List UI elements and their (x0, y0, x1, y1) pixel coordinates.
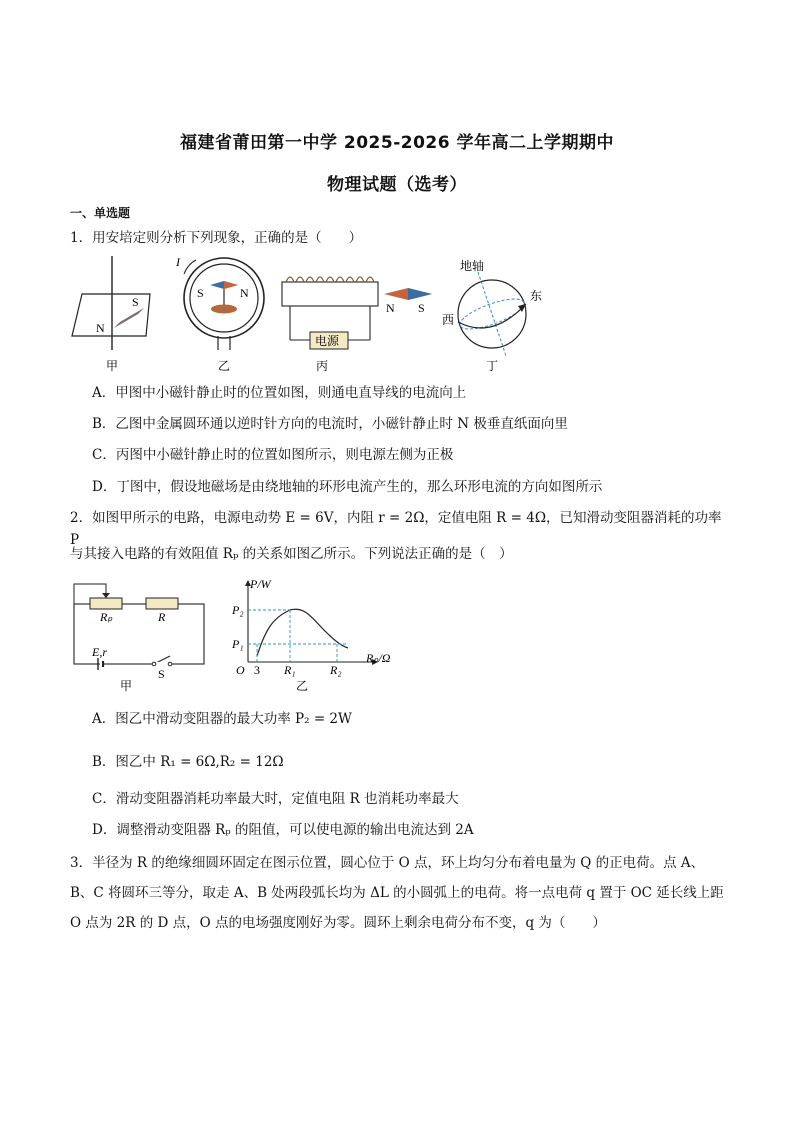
yi-n-label: N (240, 286, 249, 300)
figure-jia (72, 256, 150, 373)
x-tick-r2: R₂ (330, 663, 342, 677)
bing-caption: 丙 (316, 359, 329, 373)
q1-option-c: C．丙图中小磁针静止时的位置如图所示，则电源左侧为正极 (92, 447, 454, 463)
q2-option-d: D．调整滑动变阻器 Rₚ 的阻值，可以使电源的输出电流达到 2A (92, 822, 474, 838)
battery-gap (100, 662, 102, 666)
q1-option-d: D．丁图中，假设地磁场是由绕地轴的环形电流产生的，那么环形电流的方向如图所示 (92, 479, 603, 495)
east-label: 东 (530, 289, 543, 303)
bing-n-label: N (386, 301, 395, 315)
question-3-line1: 3．半径为 R 的绝缘细圆环固定在图示位置，圆心位于 O 点，环上均匀分布着电量为 Q 的正电荷。点 A、 (70, 855, 705, 871)
yi-caption: 乙 (218, 359, 231, 373)
r-label: R (158, 610, 166, 624)
jia-caption: 甲 (106, 359, 119, 373)
q1-option-a: A．甲图中小磁针静止时的位置如图，则通电直导线的电流向上 (92, 385, 467, 401)
bing-needle-blue (408, 288, 432, 300)
question-3-line2: B、C 将圆环三等分，取走 A、B 处两段弧长均为 ΔL 的小圆弧上的电荷。将一点电荷 q 置于 OC 延长线上距 (70, 885, 724, 901)
q2-option-a: A．图乙中滑动变阻器的最大功率 P₂ = 2W (92, 711, 352, 727)
source-label: E,r (92, 645, 107, 659)
question-2-stem-line2: 与其接入电路的有效阻值 Rₚ 的关系如图乙所示。下列说法正确的是（ ） (70, 546, 513, 562)
graph-caption: 乙 (296, 679, 309, 693)
y-axis-label: P/W (250, 577, 271, 591)
y-tick-p1: P₁ (232, 637, 244, 651)
circuit-jia (74, 584, 204, 693)
circuit-caption: 甲 (120, 679, 133, 693)
needle-base (211, 305, 237, 314)
yi-s-label: S (197, 286, 204, 300)
exam-title: 福建省莆田第一中学 2025-2026 学年高二上学期期中 (179, 133, 615, 153)
switch-pivot (152, 662, 156, 666)
jia-n-label: N (96, 321, 105, 335)
x-tick-r1: R₁ (284, 663, 296, 677)
needle-red-half (114, 308, 144, 328)
ding-caption: 丁 (486, 359, 499, 373)
x-tick-3: 3 (254, 663, 260, 677)
x-axis-label: Rₚ/Ω (366, 651, 391, 665)
equator-back (457, 293, 528, 335)
rheostat-rp (90, 598, 122, 609)
question-3-line3: O 点为 2R 的 D 点，O 点的电场强度刚好为零。圆环上剩余电荷分布不变，q 为（ ） (70, 915, 606, 931)
question-2-stem-line1: 2．如图甲所示的电路，电源电动势 E = 6V，内阻 r = 2Ω，定值电阻 R = 4Ω，已知滑动变阻器消耗的功率 P (70, 510, 722, 548)
figure-bing (282, 277, 432, 373)
exam-subtitle: 物理试题（选考） (327, 175, 467, 195)
q2-option-b: B．图乙中 R₁ = 6Ω,R₂ = 12Ω (92, 754, 284, 770)
switch-contact (168, 662, 172, 666)
solenoid-core (282, 282, 378, 306)
slider-arrow-icon (102, 593, 110, 598)
figure-ding (442, 258, 542, 373)
current-label: I (176, 255, 180, 269)
origin-label: O (236, 663, 245, 677)
rp-label: Rₚ (100, 610, 113, 624)
power-graph (231, 577, 391, 693)
question-2-figure (60, 576, 420, 696)
bing-s-label: S (418, 301, 425, 315)
switch-label: S (158, 667, 165, 681)
axis-label: 地轴 (460, 259, 485, 273)
section-heading: 一、单选题 (70, 206, 131, 220)
q2-option-c: C．滑动变阻器消耗功率最大时，定值电阻 R 也消耗功率最大 (92, 791, 459, 807)
west-label: 西 (442, 313, 455, 327)
figure-yi (175, 255, 264, 373)
y-tick-p2: P₂ (232, 603, 244, 617)
jia-s-label: S (132, 295, 139, 309)
earth-axis (478, 272, 506, 356)
solenoid-coil (286, 277, 374, 282)
q1-option-b: B．乙图中金属圆环通以逆时针方向的电流时，小磁针静止时 N 极垂直纸面向里 (92, 416, 568, 432)
power-curve (257, 609, 348, 656)
resistor-r (146, 598, 178, 609)
question-1-figure (60, 252, 560, 377)
power-source-label: 电源 (315, 334, 340, 348)
question-1-stem: 1．用安培定则分析下列现象，正确的是（ ） (70, 230, 363, 246)
yi-needle-red (224, 281, 238, 289)
